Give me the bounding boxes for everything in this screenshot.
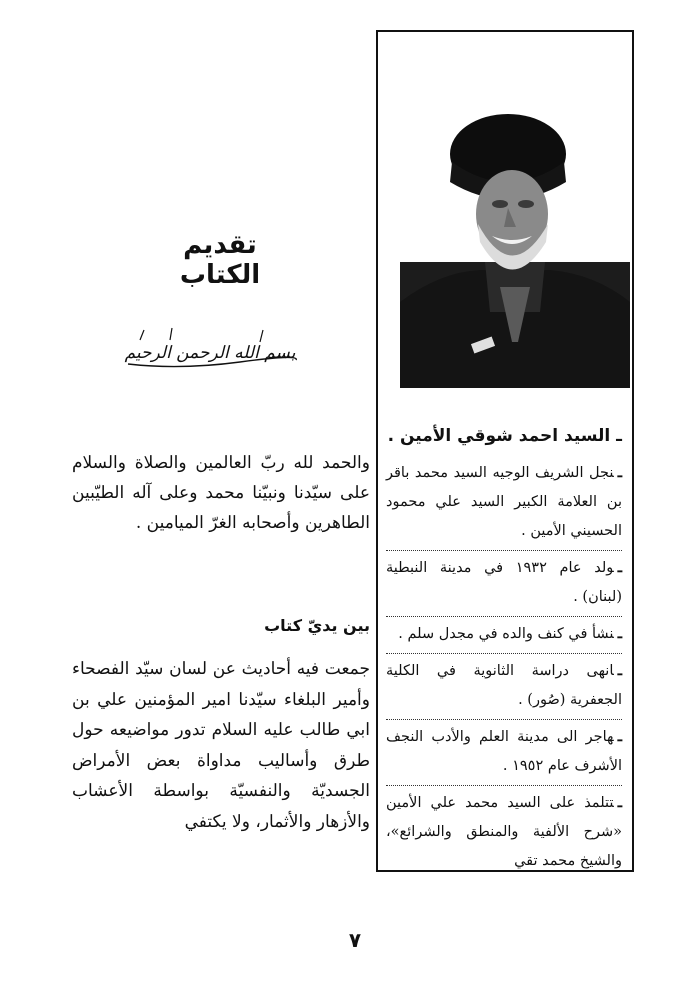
biography-box xyxy=(376,30,634,872)
biography-item xyxy=(386,656,622,720)
bullet-dash: ـ xyxy=(617,559,622,576)
biography-list xyxy=(386,458,622,882)
page-number: ٧ xyxy=(348,928,362,952)
section-heading: بين يديّ كتاب xyxy=(264,616,370,635)
biography-item xyxy=(386,619,622,654)
basmala-calligraphy-image xyxy=(120,326,300,374)
biography-item xyxy=(386,722,622,786)
biography-item-text: نشأ في كنف والده في مجدل سلم . xyxy=(398,626,614,642)
biography-item-text: انهى دراسة الثانوية في الكلية الجعفرية (صُور) . xyxy=(386,663,622,708)
bullet-dash: ـ xyxy=(617,794,622,811)
basmala-text: بسم الله الرحمن الرحيم xyxy=(124,343,296,363)
book-description-paragraph: جمعت فيه أحاديث عن لسان سيّد الفصحاء وأمير البلغاء سيّدنا امير المؤمنين علي بن ابي طالب عليه السلام تدور مواضيعه حول طرق وأساليب مداواة بعض الأمراض الجسديّة والنفسيّة بواسطة الأعشاب والأزهار والأثمار، ولا يكتفي xyxy=(72,659,370,832)
biography-item xyxy=(386,788,622,880)
biography-item-text: تتلمذ على السيد محمد علي الأمين «شرح الألفية والمنطق والشرائع»، والشيخ محمد تقي xyxy=(386,795,622,869)
biography-item-text: هاجر الى مدينة العلم والأدب النجف الأشرف عام ١٩٥٢ . xyxy=(386,729,622,774)
author-portrait xyxy=(400,112,630,388)
basmala-calligraphy xyxy=(120,326,300,374)
intro-paragraph: والحمد لله ربّ العالمين والصلاة والسلام على سيّدنا ونبيّنا محمد وعلى آله الطيّبين الطاهرين وأصحابه الغرّ الميامين . xyxy=(72,453,370,533)
bullet-dash: ـ xyxy=(617,728,622,745)
bullet-dash: ـ xyxy=(617,625,622,642)
biography-item xyxy=(386,458,622,551)
biography-item xyxy=(386,553,622,617)
biography-item-text: ولد عام ١٩٣٢ في مدينة النبطية (لبنان) . xyxy=(386,560,622,605)
bullet-dash: ـ xyxy=(617,464,622,481)
biography-name: ـ السيد احمد شوقي الأمين . xyxy=(387,426,622,446)
biography-item-text: نجل الشريف الوجيه السيد محمد باقر بن العلامة الكبير السيد علي محمود الحسيني الأمين . xyxy=(386,465,622,539)
page-title: تقديم الكتاب xyxy=(179,230,261,290)
bullet-dash: ـ xyxy=(617,662,622,679)
author-portrait-image xyxy=(400,112,630,388)
